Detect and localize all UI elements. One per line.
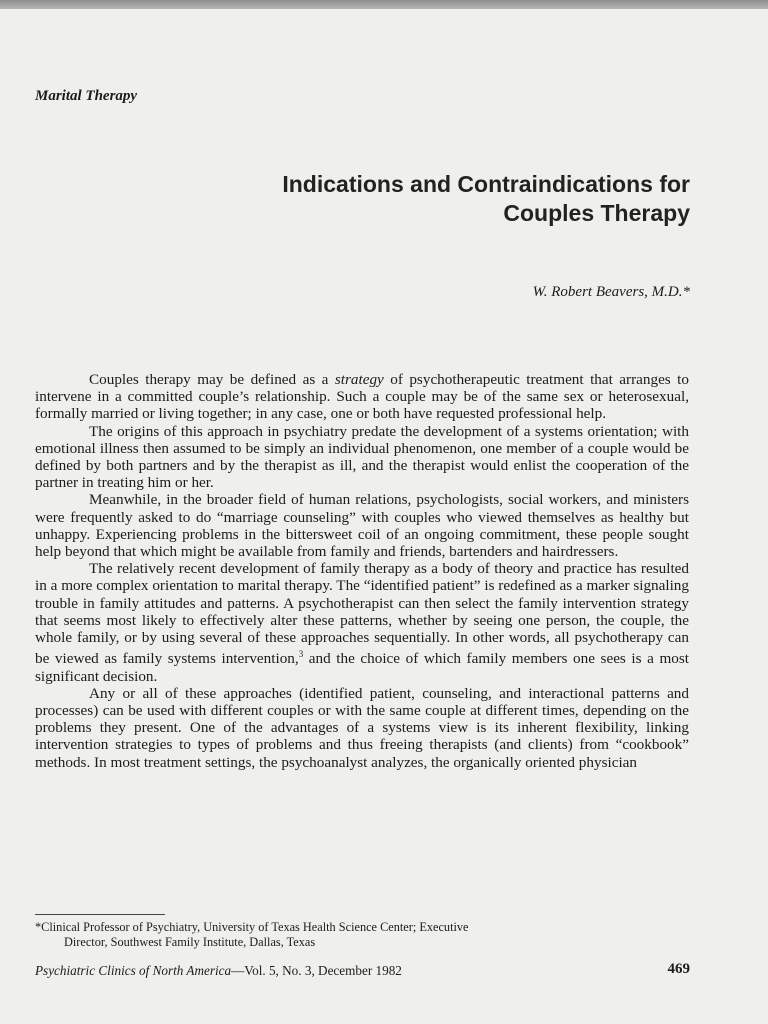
paragraph-2: The origins of this approach in psychiatry predate the development of a systems orientation; with emotional illness then assumed to be simply an individual phenomenon, one member of a couple would be defined by both partners and by the therapist as ill, and the therapist would enlist the cooperation of the partner in treating him or her. xyxy=(35,422,689,492)
running-footer xyxy=(35,963,402,979)
footnote-line-1: *Clinical Professor of Psychiatry, University of Texas Health Science Center; Executive xyxy=(35,920,469,934)
author-byline: W. Robert Beavers, M.D.* xyxy=(532,284,690,300)
article-title xyxy=(90,170,690,228)
paragraph-5: Any or all of these approaches (identified patient, counseling, and interactional patterns and processes) can be used with different couples or with the same couple at different times, depending on the problems they present. One of the advantages of a systems view is its inherent flexibility, linking intervention strategies to types of problems and thus freeing therapists (and clients) from “cookbook” methods. In most treatment settings, the psychoanalyst analyzes, the organically oriented physician xyxy=(35,684,689,771)
section-label: Marital Therapy xyxy=(35,88,138,104)
title-line-2: Couples Therapy xyxy=(503,200,690,226)
paragraph-4 xyxy=(35,560,689,684)
p4-text-end: and the choice of which family members one sees is a most significant decision. xyxy=(35,650,689,685)
footnote-rule xyxy=(35,914,165,915)
p1-text-start: Couples therapy may be defined as a xyxy=(89,371,335,388)
journal-name: Psychiatric Clinics of North America xyxy=(35,963,232,978)
p1-emphasis: strategy xyxy=(334,371,384,388)
page-number: 469 xyxy=(667,961,690,977)
citation-marker: 3 xyxy=(298,649,304,660)
issue-info: —Vol. 5, No. 3, December 1982 xyxy=(231,963,402,978)
article-body xyxy=(35,371,689,771)
p4-text-start: The relatively recent development of family therapy as a body of theory and practice has resulted in a more complex orientation to marital therapy. The “identified patient” is redefined as a marker signaling trouble in family attitudes and patterns. A psychotherapist can then select the family intervention strategy that seems most likely to effectively alter these patterns, whether by seeing one person, the couple, the whole family, or by using several of these approaches sequentially. In other words, all psychotherapy can be viewed as family systems intervention, xyxy=(35,560,689,668)
title-line-1: Indications and Contraindications for xyxy=(282,171,690,197)
footnote-line-2: Director, Southwest Family Institute, Dallas, Texas xyxy=(64,935,316,949)
p1-text-end: of psychotherapeutic treatment that arranges to intervene in a committed couple’s relationship. Such a couple may be of the same sex or heterosexual, formally married or living together; in any case, one or both have requested professional help. xyxy=(35,371,689,423)
paragraph-3: Meanwhile, in the broader field of human relations, psychologists, social workers, and ministers were frequently asked to do “marriage counseling” with couples who viewed themselves as healthy but unhappy. Experiencing problems in the bittersweet coil of an ongoing commitment, these people sought help beyond that which might be available from family and friends, bartenders and hairdressers. xyxy=(35,491,689,561)
paragraph-1 xyxy=(35,371,689,423)
author-footnote xyxy=(35,920,689,950)
